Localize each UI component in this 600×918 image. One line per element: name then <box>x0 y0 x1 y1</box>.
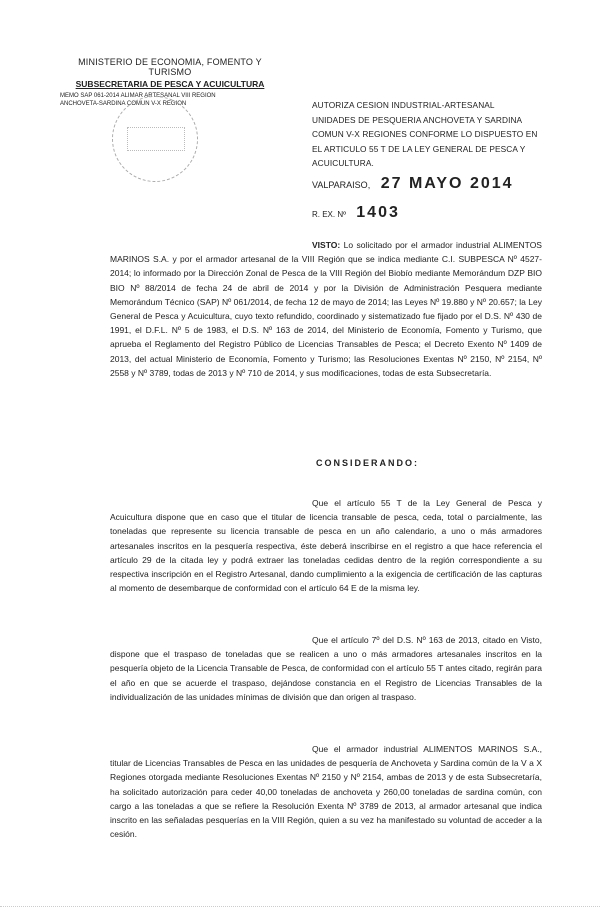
page-footer-edge <box>0 906 600 907</box>
visto-text: Lo solicitado por el armador industrial ALIMENTOS MARINOS S.A. y por el armador artesanal de la VIII Región que se indica mediante C.I. SUBPESCA Nº 4527-2014; lo informado por la Dirección Zonal de Pesca de la VIII Región del Biobío mediante Memorándum DZP BIO BIO Nº 88/2014 de fecha 24 de abril de 2014 y por la División de Administración Pesquera mediante Memorándum Técnico (SAP) Nº 061/2014, de fecha 12 de mayo de 2014; las Leyes Nº 19.880 y Nº 20.657; la Ley General de Pesca y Acuicultura, cuyo texto refundido, coordinado y sistematizado fue fijado por el D.S. Nº 430 de 1991, el D.F.L. Nº 5 de 1983, el D.S. Nº 163 de 2014, del Ministerio de Economía, Fomento y Turismo, que aprueba el Reglamento del Registro Público de Licencias Transables de Pesca; el Decreto Exento Nº 1409 de 2013, del actual Ministerio de Economía, Fomento y Turismo; las Resoluciones Exentas Nº 2150, Nº 2154, Nº 2558 y Nº 3789, todas de 2013 y Nº 710 de 2014, y sus modificaciones, todas de esta Subsecretaría. <box>110 240 542 378</box>
date-place: VALPARAISO, <box>312 180 371 190</box>
considerando-paragraph-2: Que el artículo 7º del D.S. Nº 163 de 2013, citado en Visto, dispone que el traspaso de toneladas que se realicen a uno o más armadores artesanales inscritos en la pesquería objeto de la Licencia Transable de Pesca, de conformidad con el artículo 55 T antes citado, regirán para el año en que se acuerde el traspaso, dejándose constancia en el Registro de Licencias Transables de la individualización de las unidades mínimas de división que dan origen al traspaso. <box>110 635 542 702</box>
memo-line-2: ANCHOVETA-SARDINA COMUN V-X REGION <box>60 101 187 107</box>
resolution-title: AUTORIZA CESION INDUSTRIAL-ARTESANAL UNIDADES DE PESQUERIA ANCHOVETA Y SARDINA COMUN V-X REGIONES CONFORME LO DISPUESTO EN EL ARTICULO 55 T DE LA LEY GENERAL DE PESCA Y ACUICULTURA. <box>312 100 538 168</box>
considerando-paragraph-3: Que el armador industrial ALIMENTOS MARINOS S.A., titular de Licencias Transables de Pesca en las unidades de pesquería de Anchoveta y Sardina común de la V a X Regiones otorgada mediante Resoluciones Exentas Nº 2150 y Nº 2154, ambas de 2013 y de esta Subsecretaría, ha solicitado autorización para ceder 40,00 toneladas de anchoveta y 260,00 toneladas de sardina común, con cargo a las toneladas a que se refiere la Resolución Exenta Nº 3789 de 2013, al armador artesanal que indica inscrito en las señaladas pesquerías en la VIII Región, quien a su vez ha manifestado su voluntad de acceder a la cesión. <box>110 744 542 840</box>
resolution-number-line <box>312 204 400 222</box>
considerando-paragraph-1: Que el artículo 55 T de la Ley General de Pesca y Acuicultura dispone que en caso que el titular de licencia transable de pesca, ceda, total o parcialmente, las toneladas que represente su licencia transable de pesca en un año calendario, a uno o más armadores artesanales inscritos en la pesquería respectiva, éste deberá inscribirse en el registro a que hace referencia el artículo 29 de la citada ley y podrá extraer las toneladas cedidas dentro de la región correspondiente a su respectiva inscripción en el Registro Artesanal, dando cumplimiento a la exigencia de certificación de las capturas al momento de desembarque de conformidad con el artículo 64 E de la misma ley. <box>110 498 542 594</box>
visto-paragraph <box>110 238 542 380</box>
resolution-label: R. EX. Nº <box>312 210 347 219</box>
visto-label: VISTO: <box>312 240 341 250</box>
seal-inner-box <box>127 127 185 151</box>
resolution-number: 1403 <box>356 204 400 221</box>
memo-line-1: MEMO SAP 061-2014 ALIMAR ARTESANAL VIII REGION <box>60 93 216 99</box>
ministry-name: MINISTERIO DE ECONOMIA, FOMENTO Y TURISMO <box>78 57 262 77</box>
date-stamp: 27 MAYO 2014 <box>380 175 514 192</box>
subsecretaria-name: SUBSECRETARIA DE PESCA Y ACUICULTURA <box>75 79 265 89</box>
considerando-heading: CONSIDERANDO: <box>316 458 420 468</box>
official-seal-stamp <box>112 96 198 182</box>
date-line <box>312 175 514 193</box>
